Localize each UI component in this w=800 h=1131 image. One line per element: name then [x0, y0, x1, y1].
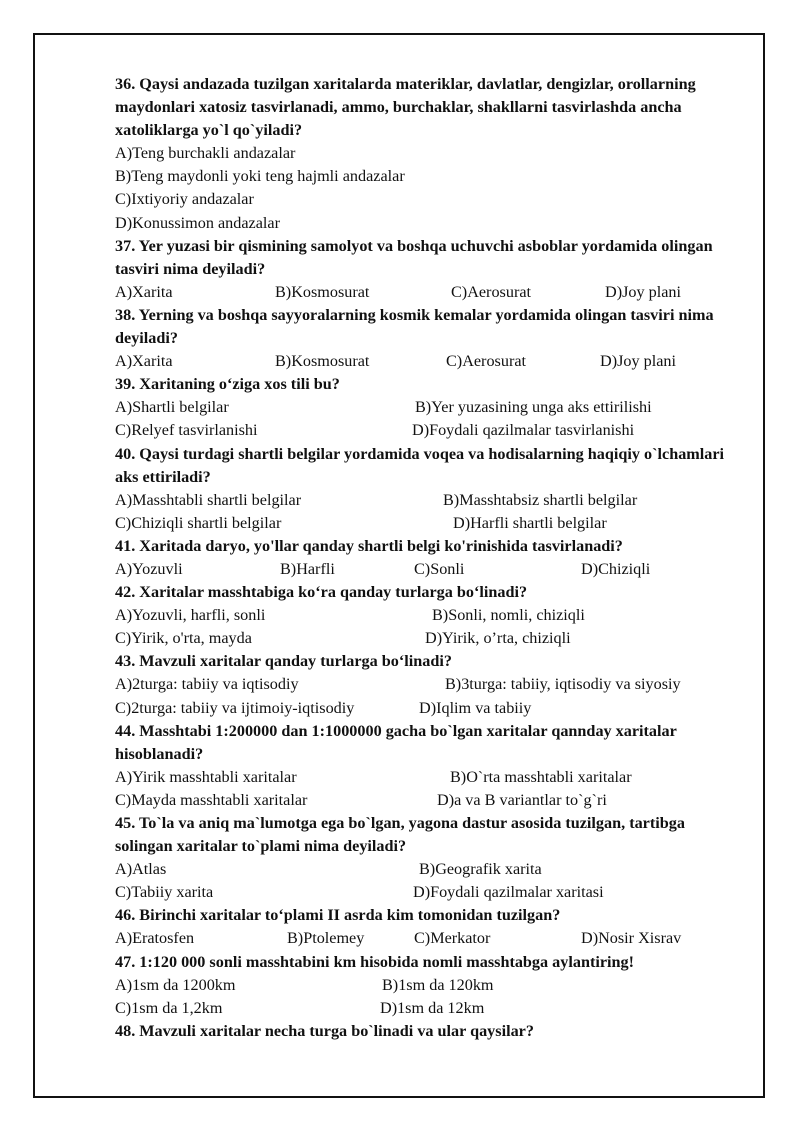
answer-row	[115, 512, 745, 535]
answer-row	[115, 673, 745, 696]
question-text: 44. Masshtabi 1:200000 dan 1:1000000 gacha bo`lgan xaritalar qannday xaritalar hisoblanadi?	[115, 721, 677, 763]
question-text: 40. Qaysi turdagi shartli belgilar yordamida voqea va hodisalarning haqiqiy o`lchamlari aks ettiriladi?	[115, 444, 725, 486]
answer-row	[115, 419, 745, 442]
answer-row	[115, 350, 745, 373]
question-text: 37. Yer yuzasi bir qismining samolyot va boshqa uchuvchi asboblar yordamida olingan tasviri nima deyiladi?	[115, 236, 713, 278]
answer-row	[115, 396, 745, 419]
answer-option: D)Chiziqli	[581, 559, 651, 578]
answer-option: D)Joy plani	[600, 352, 676, 371]
answer-row	[115, 974, 745, 997]
answer-option: A)Xarita	[115, 352, 173, 371]
answer-option: B)Kosmosurat	[275, 352, 370, 371]
answer-option: B)Kosmosurat	[275, 282, 370, 301]
answer-option: B)Ptolemey	[287, 929, 365, 948]
answer-row	[115, 697, 745, 720]
answer-option: D)Yirik, o’rta, chiziqli	[425, 629, 571, 648]
answer-row	[115, 627, 745, 650]
answer-row	[115, 604, 745, 627]
question-text: 38. Yerning va boshqa sayyoralarning kosmik kemalar yordamida olingan tasviri nima deyiladi?	[115, 305, 714, 348]
answer-option: B)Geografik xarita	[419, 860, 542, 879]
answer-option: C)Aerosurat	[446, 352, 527, 371]
answer-option: B)Yer yuzasining unga aks ettirilishi	[415, 398, 652, 417]
answer-row	[115, 281, 745, 304]
question-text: 42. Xaritalar masshtabiga ko‘ra qanday turlarga bo‘linadi?	[115, 583, 528, 602]
answer-option: B)Harfli	[280, 559, 335, 578]
answer-option: C)Tabiiy xarita	[115, 883, 214, 902]
answer-row	[115, 188, 745, 211]
answer-row	[115, 489, 745, 512]
answer-option: A)Shartli belgilar	[115, 398, 229, 417]
answer-option: D)Konussimon andazalar	[115, 213, 280, 232]
answer-row	[115, 766, 745, 789]
question-text: 47. 1:120 000 sonli masshtabini km hisobida nomli masshtabga aylantiring!	[115, 952, 635, 971]
answer-option: D)Harfli shartli belgilar	[453, 513, 607, 532]
answer-row	[115, 881, 745, 904]
answer-option: A)Xarita	[115, 282, 173, 301]
answer-option: C)Aerosurat	[451, 282, 532, 301]
answer-option: A)Teng burchakli andazalar	[115, 144, 296, 163]
answer-option: C)Ixtiyoriy andazalar	[115, 190, 254, 209]
answer-row	[115, 997, 745, 1020]
answer-option: C)1sm da 1,2km	[115, 998, 223, 1017]
answer-option: A)Yirik masshtabli xaritalar	[115, 767, 297, 786]
question-list	[115, 73, 745, 1043]
question-text: 46. Birinchi xaritalar to‘plami II asrda kim tomonidan tuzilgan?	[115, 906, 561, 925]
answer-option: A)Yozuvli	[115, 559, 183, 578]
answer-option: A)Yozuvli, harfli, sonli	[115, 606, 266, 625]
answer-option: C)Relyef tasvirlanishi	[115, 421, 258, 440]
answer-option: B)Masshtabsiz shartli belgilar	[443, 490, 638, 509]
answer-row	[115, 927, 745, 950]
answer-option: C)Merkator	[414, 929, 491, 948]
answer-option: A)2turga: tabiiy va iqtisodiy	[115, 675, 299, 694]
answer-option: D)Foydali qazilmalar xaritasi	[413, 883, 604, 902]
answer-option: D)Joy plani	[605, 282, 681, 301]
answer-option: C)2turga: tabiiy va ijtimoiy-iqtisodiy	[115, 698, 355, 717]
answer-row	[115, 789, 745, 812]
answer-option: D)Nosir Xisrav	[581, 929, 682, 948]
answer-option: B)3turga: tabiiy, iqtisodiy va siyosiy	[445, 675, 681, 694]
answer-option: C)Sonli	[414, 559, 465, 578]
question-text: 43. Mavzuli xaritalar qanday turlarga bo‘linadi?	[115, 652, 452, 671]
answer-option: A)Masshtabli shartli belgilar	[115, 490, 302, 509]
question-text: 48. Mavzuli xaritalar necha turga bo`linadi va ular qaysilar?	[115, 1021, 534, 1040]
answer-option: C)Chiziqli shartli belgilar	[115, 513, 282, 532]
answer-option: D)a va B variantlar to`g`ri	[437, 790, 607, 809]
answer-option: B)O`rta masshtabli xaritalar	[450, 767, 632, 786]
question-text: 39. Xaritaning o‘ziga xos tili bu?	[115, 375, 340, 394]
answer-option: C)Yirik, o'rta, mayda	[115, 629, 252, 648]
question-text: 36. Qaysi andazada tuzilgan xaritalarda materiklar, davlatlar, dengizlar, orollarning maydonlari xatosiz tasvirlanadi, ammo, burchaklar, shakllarni tasvirlashda ancha xatoliklarga yo`l qo`yiladi?	[115, 75, 696, 140]
answer-row	[115, 165, 745, 188]
answer-row	[115, 212, 745, 235]
answer-option: D)1sm da 12km	[380, 998, 485, 1017]
answer-option: D)Foydali qazilmalar tasvirlanishi	[412, 421, 635, 440]
question-text: 41. Xaritada daryo, yo'llar qanday shartli belgi ko'rinishida tasvirlanadi?	[115, 536, 623, 555]
answer-option: A)Atlas	[115, 860, 167, 879]
answer-option: D)Iqlim va tabiiy	[419, 698, 532, 717]
answer-option: B)1sm da 120km	[382, 975, 494, 994]
answer-row	[115, 858, 745, 881]
answer-option: B)Teng maydonli yoki teng hajmli andazalar	[115, 167, 405, 186]
answer-option: B)Sonli, nomli, chiziqli	[432, 606, 585, 625]
question-text: 45. To`la va aniq ma`lumotga ega bo`lgan, yagona dastur asosida tuzilgan, tartibga solingan xaritalar to`plami nima deyiladi?	[115, 814, 685, 856]
answer-option: A)1sm da 1200km	[115, 975, 236, 994]
answer-row	[115, 142, 745, 165]
answer-option: C)Mayda masshtabli xaritalar	[115, 790, 308, 809]
answer-option: A)Eratosfen	[115, 929, 195, 948]
answer-row	[115, 558, 745, 581]
